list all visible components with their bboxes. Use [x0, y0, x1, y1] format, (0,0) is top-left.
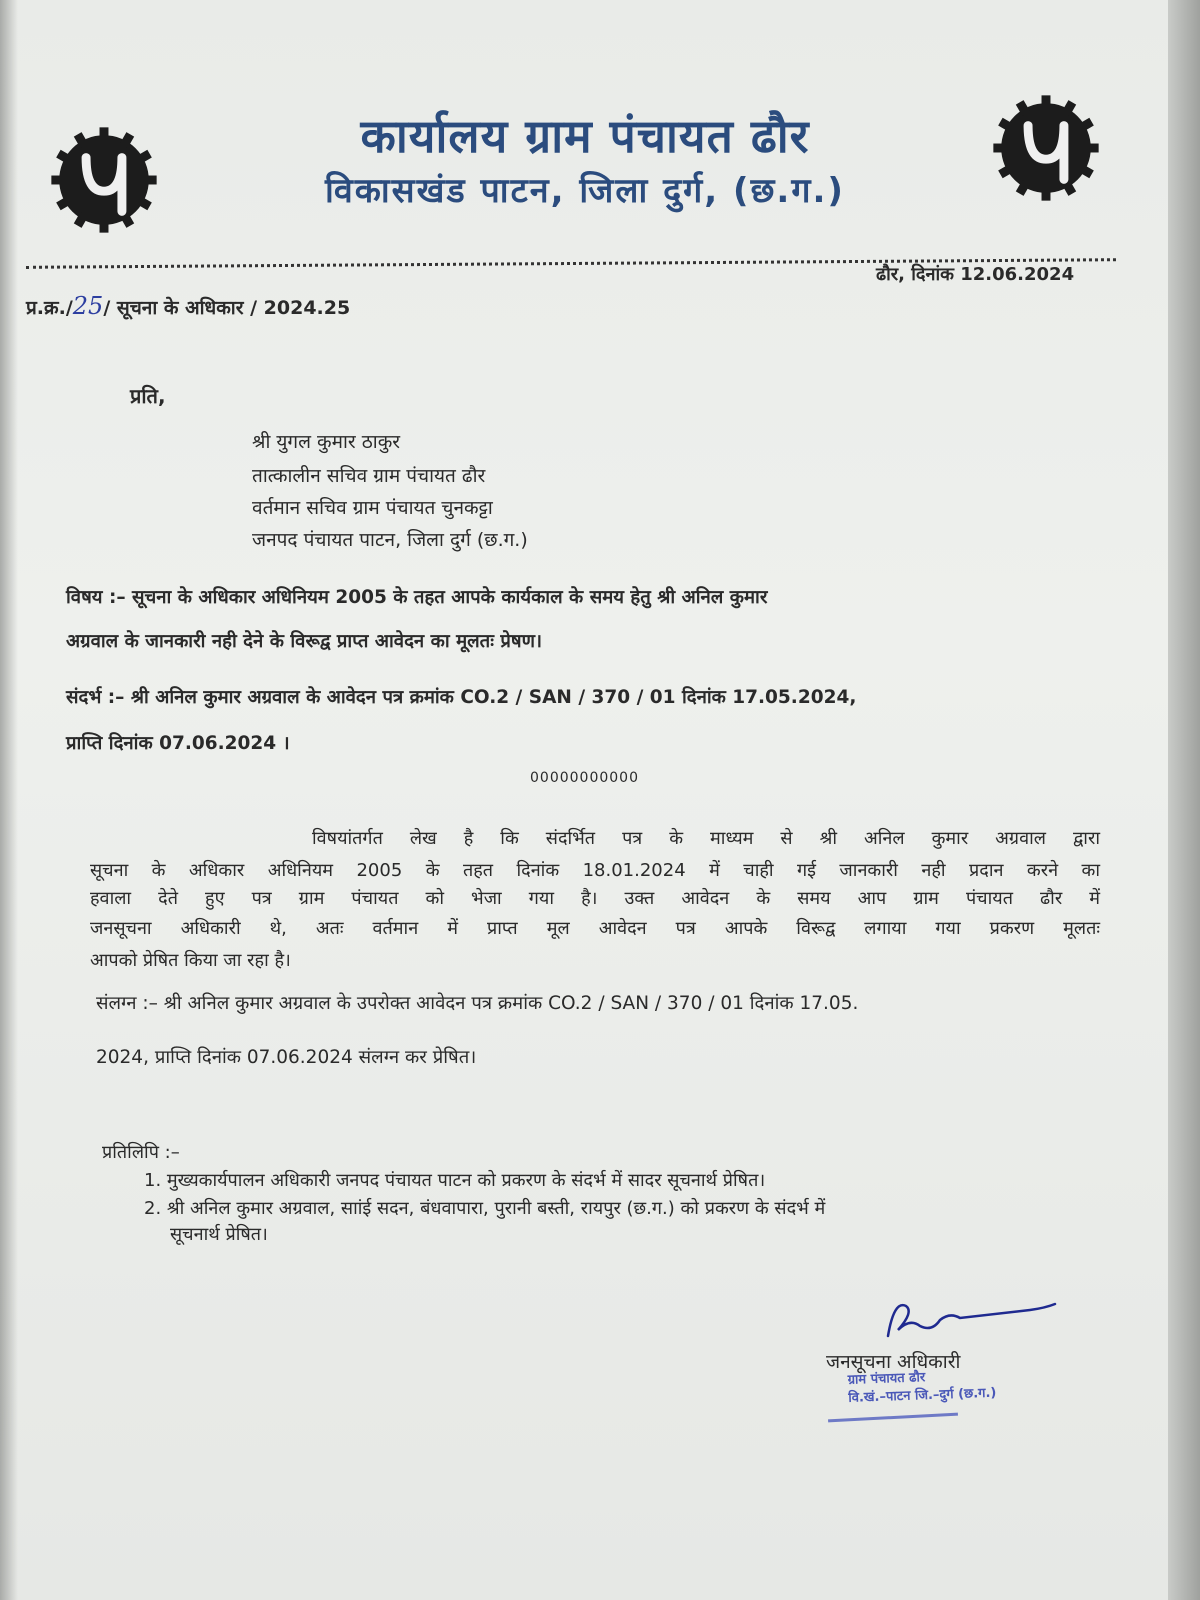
page-edge-right [1168, 0, 1200, 1600]
enclosure-line: 2024, प्राप्ति दिनांक 07.06.2024 संलग्न कर प्रेषित। [96, 1047, 477, 1068]
recipient-line: श्री युगल कुमार ठाकुर [252, 431, 401, 453]
handwritten-signature [880, 1296, 1060, 1346]
stamp-line: वि.खं.–पाटन जि.–दुर्ग (छ.ग.) [848, 1385, 997, 1406]
salutation: प्रति, [130, 384, 166, 408]
body-line: विषयांतर्गत लेख है कि संदर्भित पत्र के माध्यम से श्री अनिल कुमार अग्रवाल द्वारा [312, 828, 1100, 849]
copy-to-heading: प्रतिलिपि :– [102, 1142, 180, 1163]
gear-emblem-icon [48, 124, 160, 236]
body-line: जनसूचना अधिकारी थे, अतः वर्तमान में प्राप्त मूल आवेदन पत्र आपके विरूद्व लगाया गया प्रकरण मूलतः [90, 918, 1100, 939]
body-line: सूचना के अधिकार अधिनियम 2005 के तहत दिनांक 18.01.2024 में चाही गई जानकारी नही प्रदान करने का [90, 860, 1100, 881]
body-line: आपको प्रेषित किया जा रहा है। [90, 950, 291, 971]
letter-date: ढौर, दिनांक 12.06.2024 [876, 264, 1075, 285]
stamp-line: ग्राम पंचायत ढौर [847, 1370, 926, 1388]
context-line: संदर्भ :– श्री अनिल कुमार अग्रवाल के आवेदन पत्र क्रमांक CO.2 / SAN / 370 / 01 दिनांक 17.05.2024, [66, 687, 857, 708]
recipient-line: तात्कालीन सचिव ग्राम पंचायत ढौर [252, 465, 486, 487]
recipient-line: जनपद पंचायत पाटन, जिला दुर्ग (छ.ग.) [252, 529, 528, 551]
reference-number [26, 292, 350, 320]
panchayat-logo-left [48, 124, 160, 236]
official-stamp [847, 1364, 1068, 1408]
reference-prefix: प्र.क्र./ [26, 297, 73, 319]
office-subtitle: विकासखंड पाटन, जिला दुर्ग, (छ.ग.) [325, 171, 845, 211]
copy-to-item: 1. मुख्यकार्यपालन अधिकारी जनपद पंचायत पाटन को प्रकरण के संदर्भ में सादर सूचनार्थ प्रेषित। [144, 1170, 766, 1191]
context-line: प्राप्ति दिनांक 07.06.2024 । [66, 733, 290, 754]
reference-suffix: / सूचना के अधिकार / 2024.25 [103, 297, 351, 319]
office-title: कार्यालय ग्राम पंचायत ढौर [360, 109, 810, 163]
reference-handwritten-number: 25 [72, 292, 104, 320]
enclosure-line: संलग्न :– श्री अनिल कुमार अग्रवाल के उपरोक्त आवेदन पत्र क्रमांक CO.2 / SAN / 370 / 01 दिनांक 17.05. [96, 993, 859, 1014]
body-line: हवाला देते हुए पत्र ग्राम पंचायत को भेजा गया है। उक्त आवेदन के समय आप ग्राम पंचायत ढौर में [90, 888, 1100, 909]
subject-line: अग्रवाल के जानकारी नही देने के विरूद्व प्राप्त आवेदन का मूलतः प्रेषण। [66, 631, 542, 652]
copy-to-item: 2. श्री अनिल कुमार अग्रवाल, साांई सदन, बंधवापारा, पुरानी बस्ती, रायपुर (छ.ग.) को प्रकरण के संदर्भ में [144, 1198, 826, 1219]
officer-designation: जनसूचना अधिकारी [826, 1351, 961, 1373]
copy-to-item: सूचनार्थ प्रेषित। [170, 1224, 268, 1245]
recipient-line: वर्तमान सचिव ग्राम पंचायत चुनकट्टा [252, 497, 493, 519]
section-separator: 00000000000 [530, 770, 639, 786]
page-shadow-left [0, 0, 18, 1600]
subject-line: विषय :– सूचना के अधिकार अधिनियम 2005 के तहत आपके कार्यकाल के समय हेतु श्री अनिल कुमार [66, 587, 768, 608]
